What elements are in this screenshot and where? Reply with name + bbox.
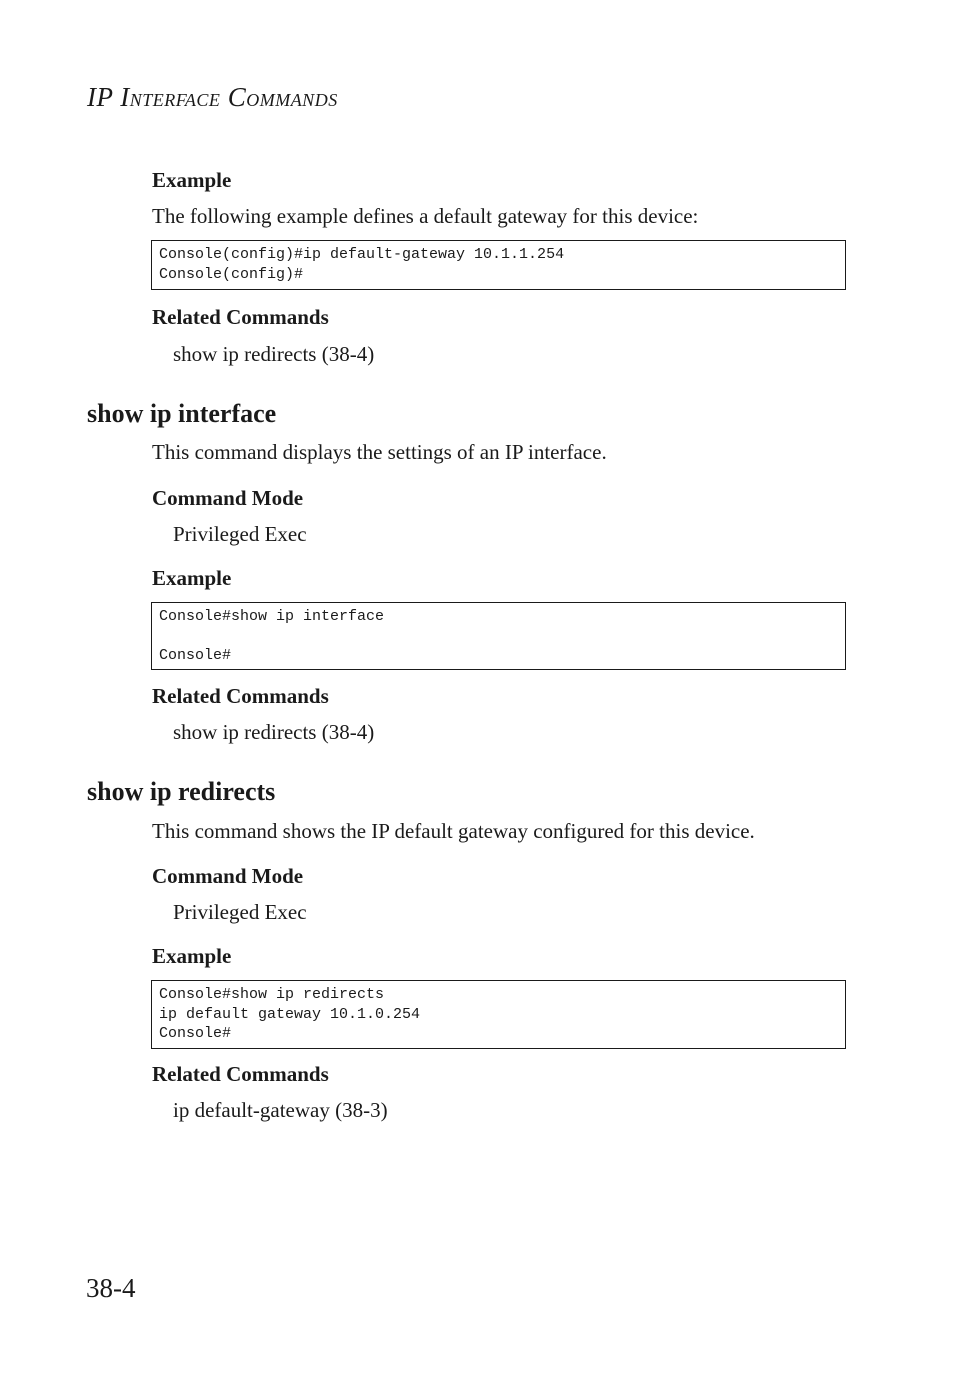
code-example [151,240,846,290]
example-label: Example [152,168,232,192]
section-title-show-ip-redirects: show ip redirects [87,777,276,806]
command-description: This command shows the IP default gateway configured for this device. [152,819,755,843]
example-description: The following example defines a default gateway for this device: [152,204,699,228]
page-number: 38-4 [86,1273,136,1303]
code-line: Console(config)# [159,265,304,283]
section-title-show-ip-interface: show ip interface [87,399,277,428]
running-head-commands: OMMANDS [246,90,338,110]
command-description: This command displays the settings of an IP interface. [152,440,607,464]
running-head-c: C [220,82,247,112]
code-line: ip default gateway 10.1.0.254 [159,1005,421,1023]
related-command-item: ip default-gateway (38-3) [173,1098,388,1122]
code-line: Console#show ip interface [159,608,385,625]
code-example [151,980,846,1049]
command-mode-value: Privileged Exec [173,522,307,546]
command-mode-label: Command Mode [152,486,304,510]
running-head-interface: NTERFACE [129,90,221,110]
related-command-item: show ip redirects (38-4) [173,342,375,366]
example-label: Example [152,944,232,968]
related-commands-label: Related Commands [152,305,329,329]
running-head [87,82,338,113]
related-command-item: show ip redirects (38-4) [173,720,375,744]
related-commands-label: Related Commands [152,684,329,708]
related-commands-label: Related Commands [152,1062,329,1086]
running-head-ip: IP I [87,82,130,112]
code-example [151,602,846,670]
code-line: Console#show ip redirects [159,986,385,1003]
code-line [159,627,838,647]
code-line: Console# [159,1025,232,1042]
code-line: Console# [159,647,232,664]
code-line: Console(config)#ip default-gateway 10.1.1.254 [159,246,565,263]
example-label: Example [152,566,232,590]
command-mode-label: Command Mode [152,864,304,888]
command-mode-value: Privileged Exec [173,900,307,924]
